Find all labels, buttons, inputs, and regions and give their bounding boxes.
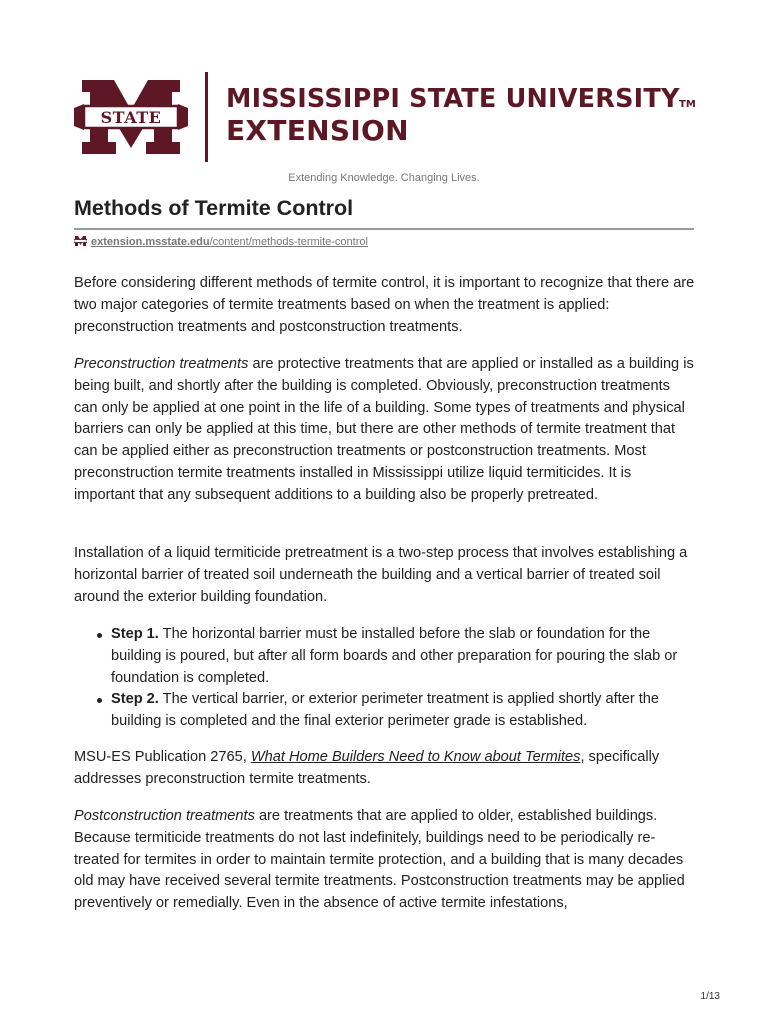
steps-list-container [74,624,696,733]
postconstruction-term: Postconstruction treatments [74,808,255,824]
publication-prefix: MSU-ES Publication 2765, [74,749,251,765]
paragraph-preconstruction [74,354,696,507]
tagline: Extending Knowledge. Changing Lives. [288,172,480,184]
preconstruction-text: are protective treatments that are applied or installed as a building is being built, and shortly after the building is completed. Obviously, preconstruction treatments can only be applied at one point in the life of a building. Some types of treatments and physical barriers can only be applied at this time, but there are other methods of termite treatment that can be applied either as preconstruction treatments or postconstruction treatments. Most preconstruction termite treatments installed in Mississippi utilize liquid termiticides. It is important that any subsequent additions to a building also be properly pretreated. [74,356,694,503]
list-item-step-2 [74,689,696,733]
step-1-text: The horizontal barrier must be installed before the slab or foundation for the building is poured, but after all form boards and other preparation for pouring the slab or foundation is completed. [111,626,678,686]
publication-link[interactable]: What Home Builders Need to Know about Termites [250,749,581,765]
postconstruction-text: are treatments that are applied to older, established buildings. Because termiticide treatments do not last indefinitely, buildings need to be periodically re-treated for termites in order to maintain termite protection, and a building that is many decades old may have received several termite treatments. Postconstruction treatments may be applied preventively or remedially. Even in the absence of active termite infestations, [74,808,685,912]
msu-favicon-icon [74,236,87,246]
paragraph-publication [74,747,696,791]
logo-divider [205,72,208,162]
step-2-label: Step 2. [111,691,159,708]
logo-trademark: TM [679,99,696,110]
page-number: 1/13 [700,991,720,1002]
title-divider [74,228,694,230]
source-link-line [74,235,368,249]
source-link[interactable] [91,236,368,248]
steps-list [74,624,696,733]
step-2-text: The vertical barrier, or exterior perimeter treatment is applied shortly after the building is completed and the final exterior perimeter grade is established. [111,691,660,730]
paragraph-intro-text: Before considering different methods of termite control, it is important to recognize that there are two major categories of termite treatments based on when the treatment is applied: preconstruction treatments and postconstruction treatments. [74,275,695,335]
preconstruction-term: Preconstruction treatments [74,356,249,372]
paragraph-installation-text: Installation of a liquid termiticide pretreatment is a two-step process that involves establishing a horizontal barrier of treated soil underneath the building and a vertical barrier of treated soil around the exterior building foundation. [74,545,688,605]
step-1-label: Step 1. [111,626,159,642]
paragraph-installation [74,543,696,608]
source-domain: extension.msstate.edu [91,236,210,248]
paragraph-postconstruction [74,806,696,915]
logo-university-name: MISSISSIPPI STATE UNIVERSITY [226,84,680,114]
publication-suffix: , specifically addresses preconstruction termite treatments. [74,749,660,787]
list-item-step-1 [74,624,696,689]
paragraph-intro [74,273,696,338]
source-path: /content/methods-termite-control [209,236,368,248]
logo-word: STATE [100,108,162,127]
msu-extension-header [74,72,696,162]
msu-state-logo-icon [74,80,188,154]
logo-extension: EXTENSION [226,114,409,147]
page-title: Methods of Termite Control [74,196,354,220]
